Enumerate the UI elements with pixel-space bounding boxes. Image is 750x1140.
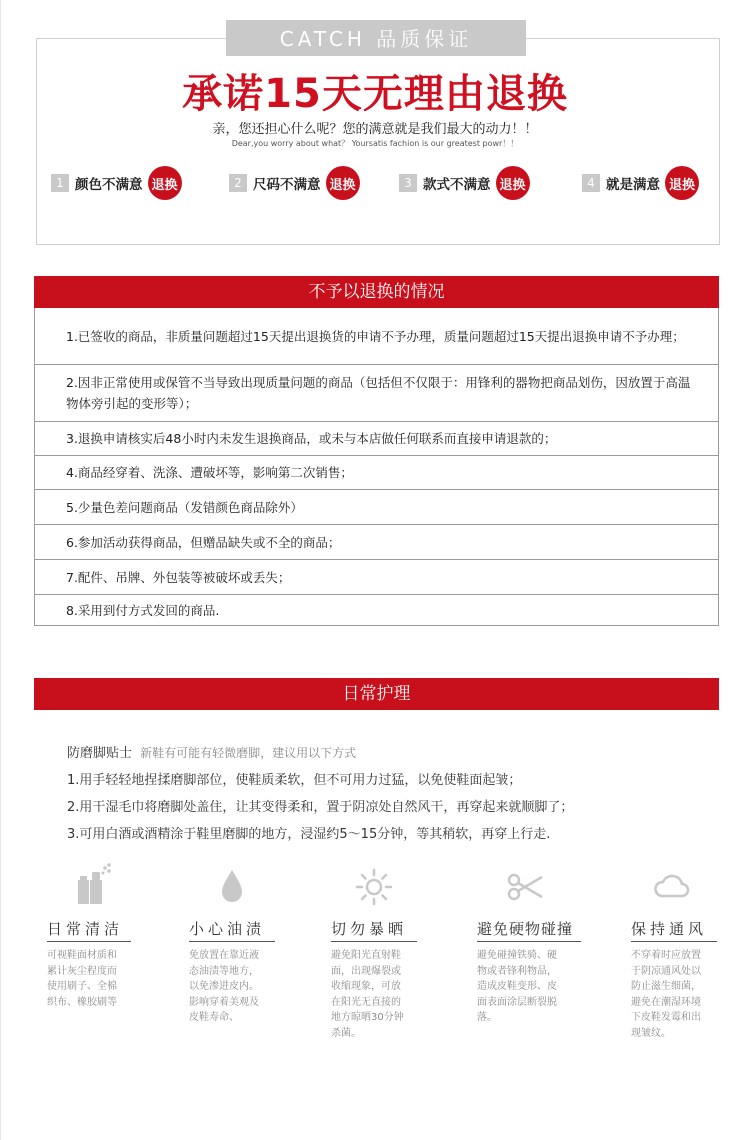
promise-subtitle-en: Dear,you worry about what？ Yoursatis fachion is our greatest powr！！ bbox=[231, 139, 519, 148]
return-badge: 退换 bbox=[665, 166, 699, 200]
option-label: 就是满意 bbox=[606, 177, 660, 193]
return-option-style bbox=[399, 166, 530, 200]
return-option-size bbox=[229, 166, 360, 200]
oil-drop-icon bbox=[212, 862, 252, 910]
care-tip-line: 2.用干湿毛巾将磨脚处盖住，让其变得柔和，置于阴凉处自然风干，再穿起来就顺脚了； bbox=[67, 800, 574, 815]
return-option-color bbox=[51, 166, 182, 200]
rule-row: 4.商品经穿着、洗涤、遭破坏等，影响第二次销售； bbox=[35, 455, 718, 489]
care-tip-line: 1.用手轻轻地捏揉磨脚部位，使鞋质柔软，但不可用力过猛，以免使鞋面起皱； bbox=[67, 773, 522, 788]
cloud-icon bbox=[652, 862, 692, 910]
care-tip-desc: 避免碰撞铁骑、硬 物或者锋利物品， 造成皮鞋变形、皮 面表面涂层断裂脱 落。 bbox=[477, 950, 557, 1023]
option-number: 3 bbox=[399, 174, 417, 192]
rule-row: 7.配件、吊牌、外包装等被破坏或丢失； bbox=[35, 559, 718, 594]
sun-icon bbox=[354, 862, 394, 910]
return-option-satisfied bbox=[582, 166, 699, 200]
scissors-icon bbox=[506, 862, 546, 910]
care-tip-desc: 免放置在靠近液 态油渍等地方， 以免渗进皮内。 影响穿着美观及 皮鞋寿命、 bbox=[189, 950, 259, 1023]
care-tip-title: 日常清洁 bbox=[47, 918, 131, 942]
care-intro bbox=[67, 742, 356, 761]
return-badge: 退换 bbox=[326, 166, 360, 200]
rule-row: 6.参加活动获得商品，但赠品缺失或不全的商品； bbox=[35, 524, 718, 559]
option-label: 款式不满意 bbox=[423, 177, 491, 193]
rule-row: 5.少量色差问题商品（发错颜色商品除外） bbox=[35, 489, 718, 524]
daily-care-header: 日常护理 bbox=[34, 678, 719, 710]
rule-row: 3.退换申请核实后48小时内未发生退换商品，或未与本店做任何联系而直接申请退款的； bbox=[35, 421, 718, 455]
care-tip-title: 保持通风 bbox=[631, 918, 717, 942]
spray-bottle-icon bbox=[74, 862, 114, 910]
option-label: 尺码不满意 bbox=[253, 177, 321, 193]
page-left-border bbox=[0, 0, 1, 1140]
rule-row: 1.已签收的商品，非质量问题超过15天提出退换货的申请不予办理，质量问题超过15天提出退换申请不予办理； bbox=[66, 328, 685, 344]
no-return-header: 不予以退换的情况 bbox=[34, 276, 719, 308]
catch-quality-tab: CATCH 品质保证 bbox=[226, 20, 526, 56]
option-number: 2 bbox=[229, 174, 247, 192]
option-number: 4 bbox=[582, 174, 600, 192]
no-return-rules-table bbox=[34, 308, 719, 626]
care-tip-title: 切勿暴晒 bbox=[331, 918, 417, 942]
return-badge: 退换 bbox=[496, 166, 530, 200]
care-tip-desc: 避免阳光直射鞋 面，出现爆裂或 收缩现象，可放 在阳光无直接的 地方晾晒30分钟 杀菌。 bbox=[331, 950, 404, 1039]
care-tip-line: 3.可用白酒或酒精涂于鞋里磨脚的地方，浸湿约5～15分钟，等其稍软，再穿上行走. bbox=[67, 827, 551, 842]
rule-row: 2.因非正常使用或保管不当导致出现质量问题的商品（包括但不仅限于：用锋利的器物把商品划伤，因放置于高温物体旁引起的变形等）； bbox=[35, 364, 718, 421]
return-badge: 退换 bbox=[148, 166, 182, 200]
option-number: 1 bbox=[51, 174, 69, 192]
care-tip-title: 避免硬物碰撞 bbox=[477, 918, 581, 942]
care-tip-desc: 不穿着时应放置 于阴凉通风处以 防止滋生细菌， 避免在潮湿环境 下皮鞋发霉和出 现皱纹。 bbox=[631, 950, 701, 1039]
promise-title: 承诺15天无理由退换 bbox=[182, 71, 568, 117]
promise-subtitle: 亲，您还担心什么呢？您的满意就是我们最大的动力！！ bbox=[212, 122, 538, 137]
option-label: 颜色不满意 bbox=[75, 177, 143, 193]
care-tip-title: 小心油渍 bbox=[189, 918, 275, 942]
care-intro-title: 防磨脚贴士 bbox=[67, 746, 133, 761]
care-intro-note: 新鞋有可能有轻微磨脚，建议用以下方式 bbox=[140, 746, 357, 760]
rule-row: 8.采用到付方式发回的商品. bbox=[35, 594, 718, 625]
care-tip-desc: 可视鞋面材质和 累计灰尘程度而 使用刷子、全棉 织布、橡胶刷等 bbox=[47, 950, 117, 1008]
